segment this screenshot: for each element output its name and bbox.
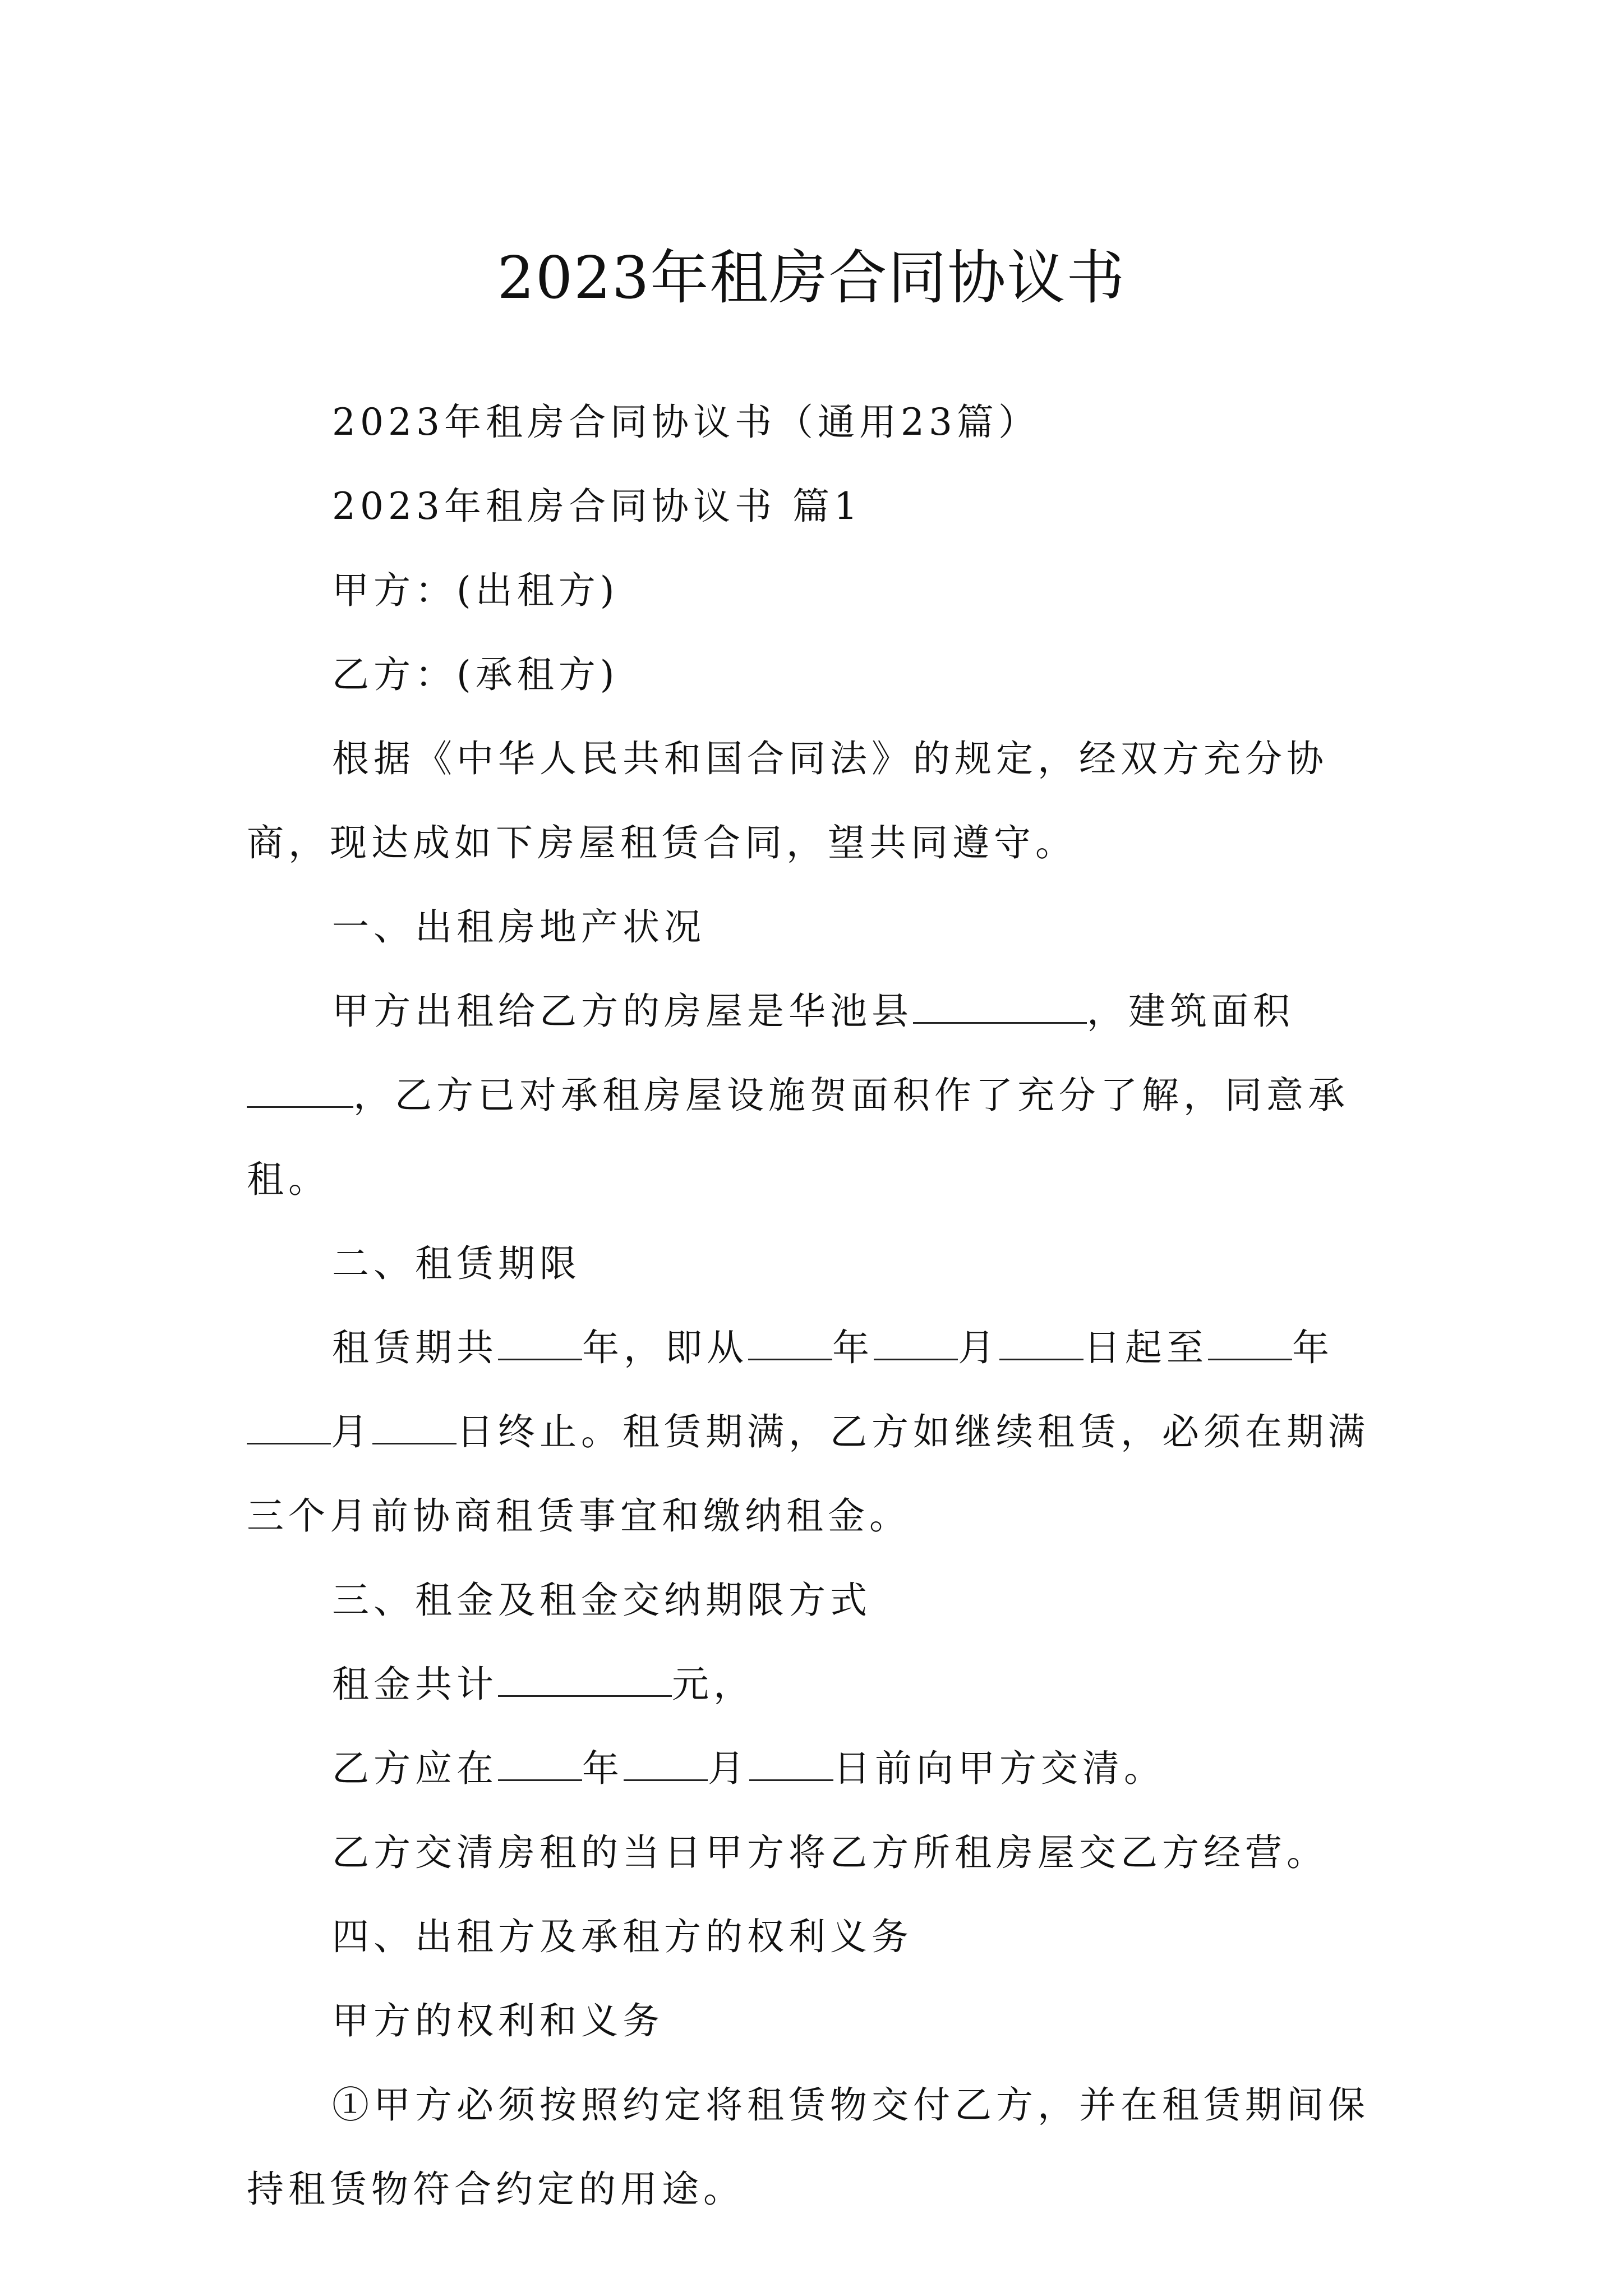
text-fragment: 年，即从 bbox=[582, 1326, 748, 1369]
text-fragment: 年 bbox=[1292, 1326, 1334, 1369]
pay-month-blank bbox=[624, 1747, 708, 1781]
clause-1-paragraph: ①甲方必须按照约定将租赁物交付乙方，并在租赁期间保持租赁物符合约定的用途。 bbox=[247, 2083, 1370, 2211]
rent-deadline-line bbox=[247, 1727, 1391, 1811]
subtitle-paragraph: 2023年租房合同协议书（通用23篇） bbox=[332, 401, 1040, 444]
end-month-blank bbox=[247, 1410, 331, 1444]
party-b-line: 乙方：(承租方) bbox=[332, 653, 619, 696]
text-fragment: 甲方出租给乙方的房屋是华池县 bbox=[332, 990, 913, 1033]
end-year-blank bbox=[1208, 1326, 1292, 1360]
text-fragment: 年 bbox=[582, 1747, 624, 1790]
document-title: 2023年租房合同协议书 bbox=[497, 243, 1126, 312]
text-fragment: 元， bbox=[672, 1663, 755, 1706]
rent-amount-blank bbox=[498, 1663, 672, 1697]
text-fragment: 月 bbox=[331, 1410, 372, 1453]
section-heading-rent: 三、租金及租金交纳期限方式 bbox=[332, 1579, 872, 1622]
text-fragment: 日起至 bbox=[1083, 1326, 1208, 1369]
handover-line: 乙方交清房租的当日甲方将乙方所租房屋交乙方经营。 bbox=[332, 1831, 1328, 1874]
pay-day-blank bbox=[749, 1747, 833, 1781]
address-blank bbox=[913, 990, 1087, 1024]
end-day-blank bbox=[372, 1410, 457, 1444]
text-fragment: 日终止。租赁期满，乙方如继续租赁，必须在期满三个月前协商租赁事宜和缴纳租金。 bbox=[247, 1410, 1370, 1538]
document-body bbox=[247, 380, 1391, 2231]
section-heading-term: 二、租赁期限 bbox=[332, 1242, 581, 1285]
start-year-blank bbox=[748, 1326, 832, 1360]
text-fragment: 月 bbox=[958, 1326, 999, 1369]
property-paragraph bbox=[247, 969, 1391, 1222]
text-fragment: 租赁期共 bbox=[332, 1326, 498, 1369]
text-fragment: 日前向甲方交清。 bbox=[833, 1747, 1165, 1790]
term-paragraph bbox=[247, 1306, 1391, 1558]
chapter-heading: 2023年租房合同协议书 篇1 bbox=[332, 485, 862, 528]
start-day-blank bbox=[999, 1326, 1083, 1360]
years-blank bbox=[498, 1326, 582, 1360]
section-heading-rights: 四、出租方及承租方的权利义务 bbox=[332, 1915, 913, 1958]
text-fragment: 年 bbox=[832, 1326, 874, 1369]
text-fragment: 乙方应在 bbox=[332, 1747, 498, 1790]
text-fragment: ，乙方已对承租房屋设施贺面积作了充分了解，同意承租。 bbox=[247, 1074, 1349, 1201]
start-month-blank bbox=[874, 1326, 958, 1360]
text-fragment: 租金共计 bbox=[332, 1663, 498, 1706]
preamble-paragraph: 根据《中华人民共和国合同法》的规定，经双方充分协商，现达成如下房屋租赁合同，望共同遵守。 bbox=[247, 737, 1328, 864]
area-blank bbox=[247, 1074, 353, 1108]
pay-year-blank bbox=[498, 1747, 582, 1781]
party-a-line: 甲方：(出租方) bbox=[332, 569, 619, 612]
text-fragment: ，建筑面积 bbox=[1087, 990, 1294, 1033]
section-heading-property: 一、出租房地产状况 bbox=[332, 905, 706, 949]
text-fragment: 月 bbox=[708, 1747, 749, 1790]
party-a-rights-heading: 甲方的权利和义务 bbox=[332, 1999, 664, 2042]
rent-total-line bbox=[247, 1642, 1391, 1727]
